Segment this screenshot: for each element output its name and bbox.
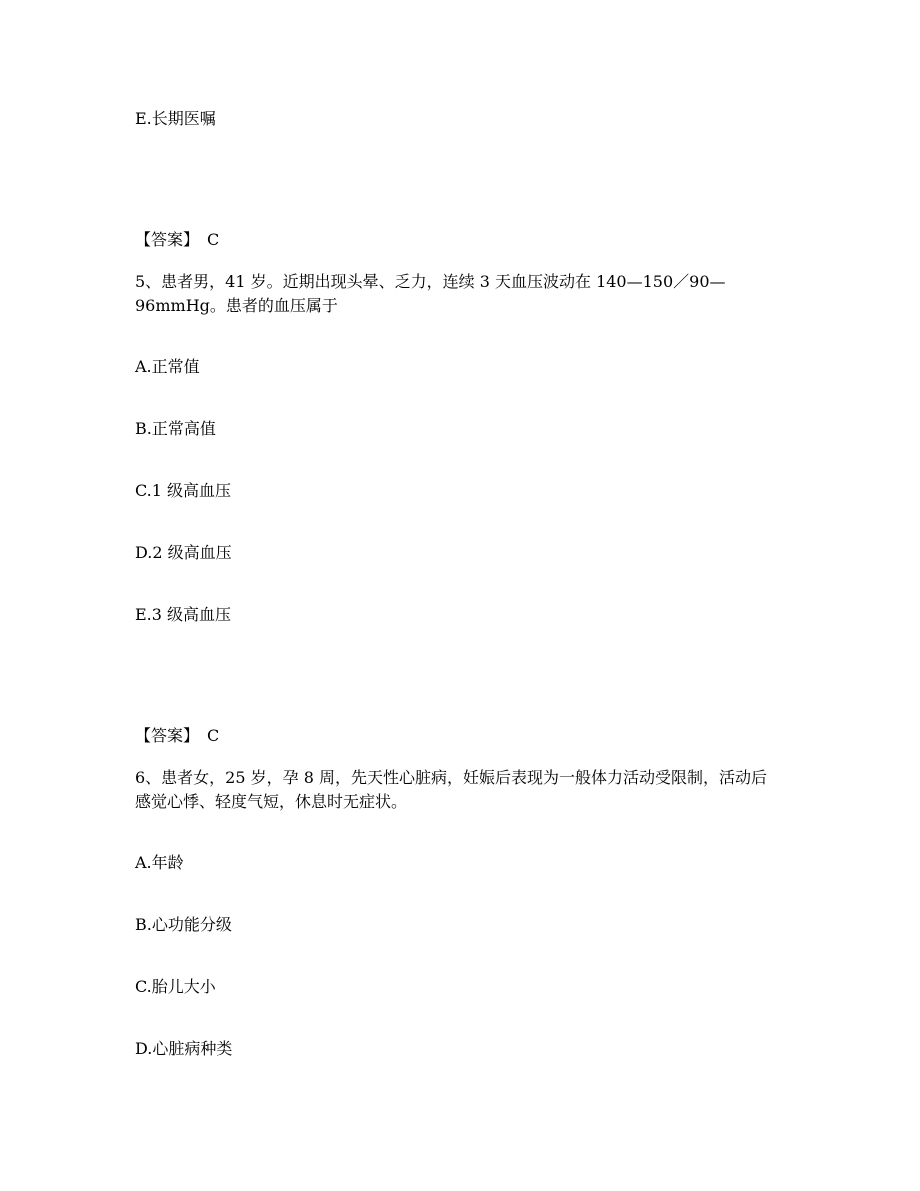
question-5-option-a: A.正常值: [135, 357, 200, 376]
question-5-option-e: E.3 级高血压: [135, 605, 232, 624]
question-5-line-2: 96mmHg。患者的血压属于: [135, 296, 338, 315]
answer-label-1: 【答案】 C: [135, 230, 220, 249]
question-5-option-c: C.1 级高血压: [135, 481, 232, 500]
question-5-option-d: D.2 级高血压: [135, 543, 232, 562]
question-6-option-b: B.心功能分级: [135, 915, 232, 934]
option-e-prev: E.长期医嘱: [135, 109, 216, 128]
question-6-line-1: 6、患者女，25 岁，孕 8 周，先天性心脏病，妊娠后表现为一般体力活动受限制，活动后: [135, 768, 767, 787]
question-6-option-d: D.心脏病种类: [135, 1039, 233, 1058]
question-5-line-1: 5、患者男，41 岁。近期出现头晕、乏力，连续 3 天血压波动在 140—150／90—: [135, 272, 726, 291]
question-6-option-c: C.胎儿大小: [135, 977, 216, 996]
question-6-option-a: A.年龄: [135, 853, 184, 872]
answer-label-2: 【答案】 C: [135, 726, 220, 745]
question-6-line-2: 感觉心悸、轻度气短，休息时无症状。: [135, 792, 408, 811]
question-5-option-b: B.正常高值: [135, 419, 216, 438]
